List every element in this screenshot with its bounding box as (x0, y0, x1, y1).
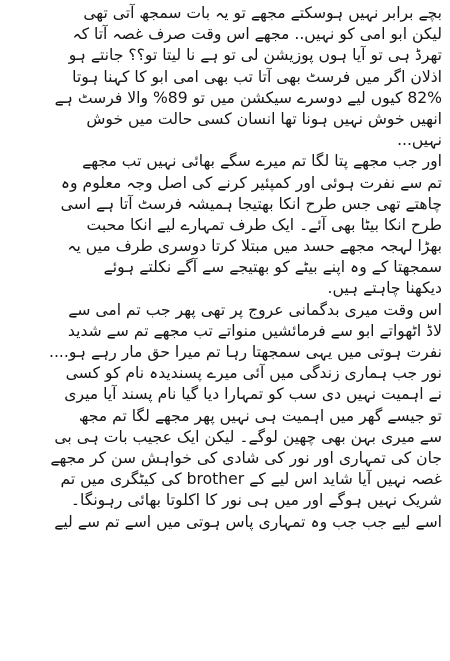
post-text-line: تم سے نفرت ہوئی اور کمپئیر کرنے کی اصل وجہ معلوم وہ (60, 173, 442, 192)
post-text-line: بچے برابر نہیں ہوسکتے مجھے تو یہ بات سمجھ آتی تھی (83, 4, 442, 22)
post-text-line: نہیں... (397, 131, 442, 150)
post-text-line: لیکن ابو امی کو نہیں.. مجھے اس وقت صرف غصہ آتا کہ (72, 25, 442, 44)
post-text-line: تو جیسے گھر میں اہمیت ہی نہیں پھر مجھے لگا تم مجھ (78, 406, 442, 425)
post-text-line: چاھتے تھی جس طرح انکا بھتیجا ہمیشہ فرسٹ آتا ہے اسی (60, 194, 442, 213)
post-text-line: 82% کیوں لیے دوسرے سیکشن میں تو 89% والا فرسٹ ہے (54, 88, 442, 107)
post-text-line: نے اہمیت نہیں دی سب کو تمہارا دیا گیا نام پسند آیا میری (64, 385, 442, 404)
post-text-line: اذلان اگر میں فرسٹ بھی آتا تب بھی امی ابو کا کہنا ہوتا (72, 67, 442, 86)
post-body-text (4, 3, 442, 533)
post-page (0, 3, 450, 661)
post-text-line: نور جب ہماری زندگی میں آئی میرے پسندیدہ نام کو کسی (65, 364, 442, 383)
post-text-line: بھڑا لہجہ مجھے حسد میں مبتلا کرتا دوسری طرف میں یہ (67, 237, 442, 256)
post-text-line: سے میری بہن بھی چھین لوگے۔ لیکن ایک عجیب بات ہی بی (54, 427, 442, 446)
post-text-line: نفرت ہوتی میں یہی سمجھتا رہا تم میرا حق مار رہے ہو.... (49, 343, 442, 361)
post-text-line: شریک نہیں ہوگے اور میں ہی نور کا اکلوتا بھائی رہونگا۔ (70, 491, 442, 510)
post-text-line: تھرڈ ہی تو آیا ہوں پوزیشن لی تو ہے نا لیتا تو؟؟ جانتے ہو (68, 46, 442, 65)
post-text-line: اور جب مجھے پتا لگا تم میرے سگے بھائی نہیں تب مجھے (82, 152, 442, 171)
post-text-line: لاڈ اٹھواتے ابو سے فرمائشیں منواتے تب مجھے تم سے شدید (67, 321, 442, 340)
post-text-line: طرح انکا بیٹا بھی آئے۔ ایک طرف تمہارے لیے انکا محبت (86, 215, 442, 234)
post-text-line: انھیں خوش نہیں ہونا تھا انسان کسی حالت میں خوش (86, 109, 442, 128)
post-text-line: اسے لیے جب جب وہ تمہاری پاس ہوتی میں اسے تم سے لیے (54, 512, 442, 531)
post-text-line: دیکھنا چاہتے ہیں. (327, 279, 442, 298)
post-text-line: غصہ نہیں آیا شاید اس لیے کے brother کی کیٹگری میں تم (60, 470, 442, 489)
post-text-line: سمجھتا کے وہ اپنے بیٹے کو بھتیجے سے آگے نکلتے ہوئے (103, 258, 442, 277)
post-text-line: اس وقت میری بدگمانی عروج پر تھی پھر جب تم امی سے (68, 300, 442, 319)
post-text-line: جان کی تمہاری اور نور کی شادی کی خواہش سن کر مجھے (50, 448, 442, 467)
